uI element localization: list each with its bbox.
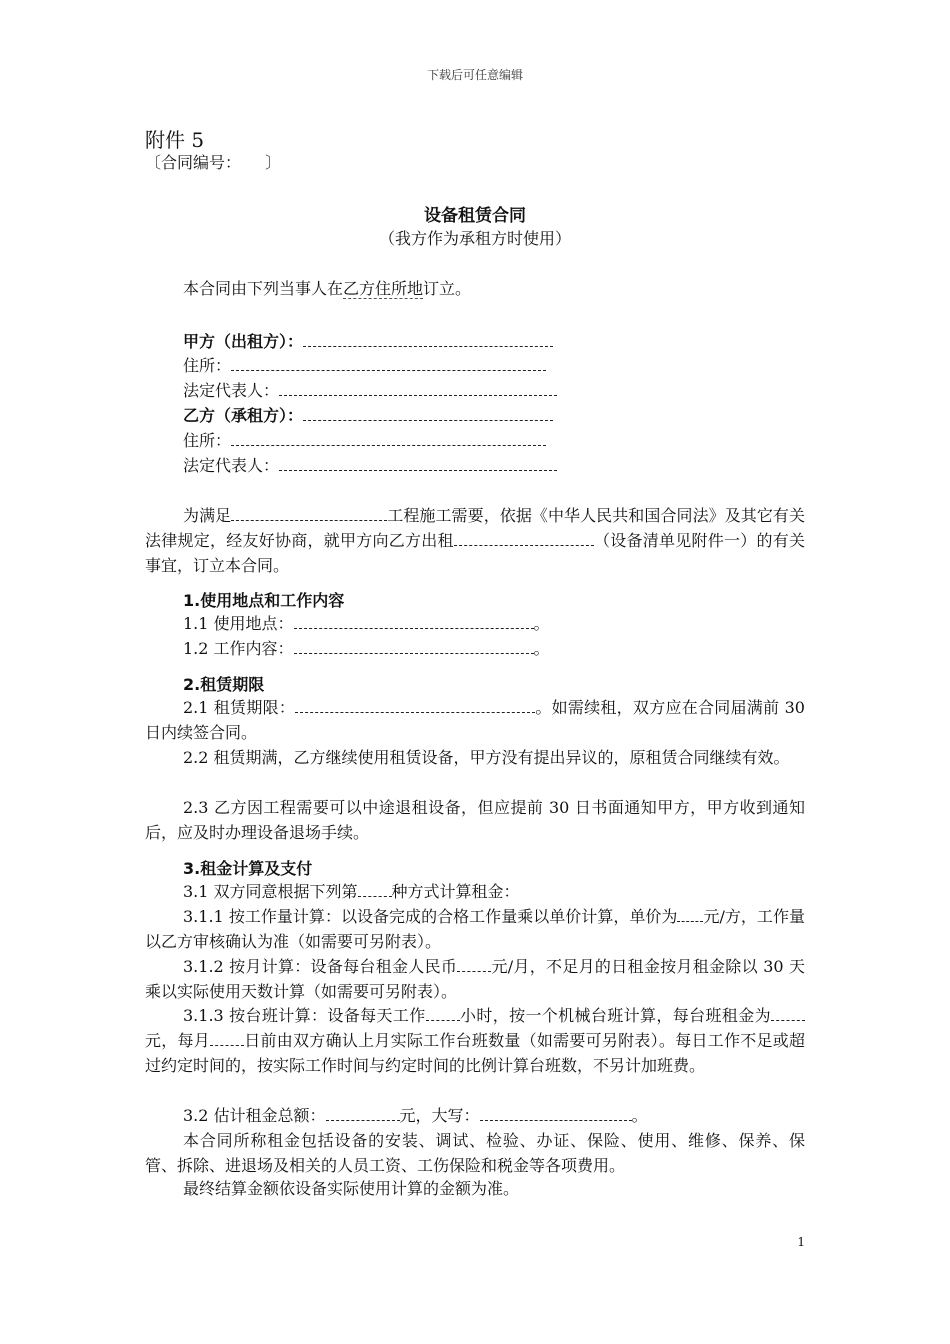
party-a-rep-blank bbox=[279, 381, 557, 396]
annex-label: 附件 5 bbox=[145, 128, 205, 152]
contract-number: 〔合同编号： 〕 bbox=[145, 153, 282, 172]
party-b-address-blank bbox=[231, 431, 546, 446]
s2-l1b: 。如需续租，双方应在合同届满前 30 日内续签合同。 bbox=[145, 698, 805, 742]
method-blank bbox=[358, 882, 392, 897]
s3-final-settlement: 最终结算金额依设备实际使用计算的金额为准。 bbox=[183, 1179, 520, 1198]
s3-clause-1 bbox=[183, 880, 520, 904]
day-blank bbox=[210, 1031, 244, 1046]
section-3-heading: 3.租金计算及支付 bbox=[183, 859, 313, 878]
section-1-heading: 1.使用地点和工作内容 bbox=[183, 591, 345, 610]
party-a-label: 甲方（出租方）： bbox=[183, 332, 304, 351]
s3-clause-1-1 bbox=[145, 904, 805, 954]
page-number: 1 bbox=[797, 1235, 805, 1249]
s3-l5a: 3.2 估计租金总额： bbox=[183, 1106, 326, 1125]
s3-l4d: 日前由双方确认上月实际工作台班数量（如需要可另附表）。每日工作不足或超过约定时间的，按实际工作时间与约定时间的比例计算台班数，不另计加班费。 bbox=[145, 1031, 805, 1075]
s3-l1a: 3.1 双方同意根据下列第 bbox=[183, 882, 358, 901]
party-a-rep-label: 法定代表人： bbox=[183, 381, 280, 400]
unit-price-blank bbox=[677, 907, 703, 922]
s1-l2-label: 1.2 工作内容： bbox=[183, 639, 294, 658]
party-b-rep-line bbox=[183, 454, 557, 478]
s3-l3a: 3.1.2 按月计算：设备每台租金人民币 bbox=[183, 957, 458, 976]
s1-line-1 bbox=[183, 612, 550, 636]
s3-l2b: 元/方，工作量以乙方审核确认为准（如需要可另附表）。 bbox=[145, 907, 805, 951]
party-a-address-line bbox=[183, 354, 546, 378]
project-name-blank bbox=[231, 506, 387, 521]
party-b-label: 乙方（承租方）： bbox=[183, 406, 304, 425]
section-2-heading: 2.租赁期限 bbox=[183, 675, 265, 694]
s3-clause-1-2 bbox=[145, 954, 805, 1004]
s1-l1-label: 1.1 使用地点： bbox=[183, 614, 294, 633]
header-note: 下载后可任意编辑 bbox=[426, 68, 523, 82]
s3-l4b: 小时，按一个机械台班计算，每台班租金为 bbox=[459, 1006, 771, 1025]
s3-l1b: 种方式计算租金： bbox=[391, 882, 520, 901]
s3-l3b: 元/月，不足月的日租金按月租金除以 30 天乘以实际使用天数计算（如需要可另附表）。 bbox=[145, 957, 805, 1001]
party-b-address-label: 住所： bbox=[183, 431, 232, 450]
party-a-address-label: 住所： bbox=[183, 356, 232, 375]
party-a-blank bbox=[303, 332, 553, 347]
party-b-blank bbox=[303, 406, 553, 421]
s3-l4c: 元，每月 bbox=[145, 1031, 211, 1050]
intro-post: 订立。 bbox=[423, 279, 472, 298]
lease-term-blank bbox=[295, 698, 535, 713]
equipment-blank bbox=[454, 531, 594, 546]
s1-line-2 bbox=[183, 637, 550, 661]
s3-l4a: 3.1.3 按台班计算：设备每天工作 bbox=[183, 1006, 426, 1025]
s2-l1a: 2.1 租赁期限： bbox=[183, 698, 296, 717]
hours-blank bbox=[426, 1006, 460, 1021]
document-subtitle: （我方作为承租方时使用） bbox=[378, 229, 571, 248]
preamble-paragraph bbox=[145, 503, 805, 578]
s3-l5c: 。 bbox=[631, 1106, 648, 1125]
intro-place: 乙方住所地 bbox=[343, 279, 424, 298]
monthly-rent-blank bbox=[457, 957, 491, 972]
party-b-rep-blank bbox=[279, 456, 557, 471]
intro-pre: 本合同由下列当事人在 bbox=[183, 279, 344, 298]
party-a-rep-line bbox=[183, 379, 557, 403]
s3-rent-includes: 本合同所称租金包括设备的安装、调试、检验、办证、保险、使用、维修、保养、保管、拆除、进退场及相关的人员工资、工伤保险和税金等各项费用。 bbox=[145, 1131, 805, 1175]
preamble-p1: 为满足 bbox=[183, 506, 232, 525]
total-rent-blank bbox=[326, 1106, 400, 1121]
party-b-line bbox=[183, 404, 553, 428]
document-title: 设备租赁合同 bbox=[424, 206, 526, 226]
s3-l2a: 3.1.1 按工作量计算：以设备完成的合格工作量乘以单价计算，单价为 bbox=[183, 907, 678, 926]
shift-rent-blank bbox=[771, 1006, 805, 1021]
s3-clause-1-3 bbox=[145, 1003, 805, 1078]
s3-clause-2 bbox=[183, 1104, 648, 1128]
s1-l1-end: 。 bbox=[533, 614, 550, 633]
s2-clause-3: 2.3 乙方因工程需要可以中途退租设备，但应提前 30 日书面通知甲方，甲方收到通知后，应及时办理设备退场手续。 bbox=[145, 798, 805, 842]
party-b-address-line bbox=[183, 429, 546, 453]
location-blank bbox=[294, 614, 534, 629]
amount-words-blank bbox=[480, 1106, 632, 1121]
s3-l5b: 元，大写： bbox=[399, 1106, 480, 1125]
party-a-line bbox=[183, 330, 553, 354]
s2-clause-2: 2.2 租赁期满，乙方继续使用租赁设备，甲方没有提出异议的，原租赁合同继续有效。 bbox=[183, 748, 790, 767]
preamble-p3: （设备清单见附件一）的有关事宜，订立本合同。 bbox=[145, 531, 805, 575]
party-b-rep-label: 法定代表人： bbox=[183, 456, 280, 475]
intro-line bbox=[183, 277, 471, 301]
party-a-address-blank bbox=[231, 356, 546, 371]
preamble-p2: 工程施工需要，依据《中华人民共和国合同法》及其它有关法律规定，经友好协商，就甲方向乙方出租 bbox=[145, 506, 805, 550]
s1-l2-end: 。 bbox=[533, 639, 550, 658]
work-content-blank bbox=[294, 639, 534, 654]
s2-clause-1 bbox=[145, 695, 805, 745]
